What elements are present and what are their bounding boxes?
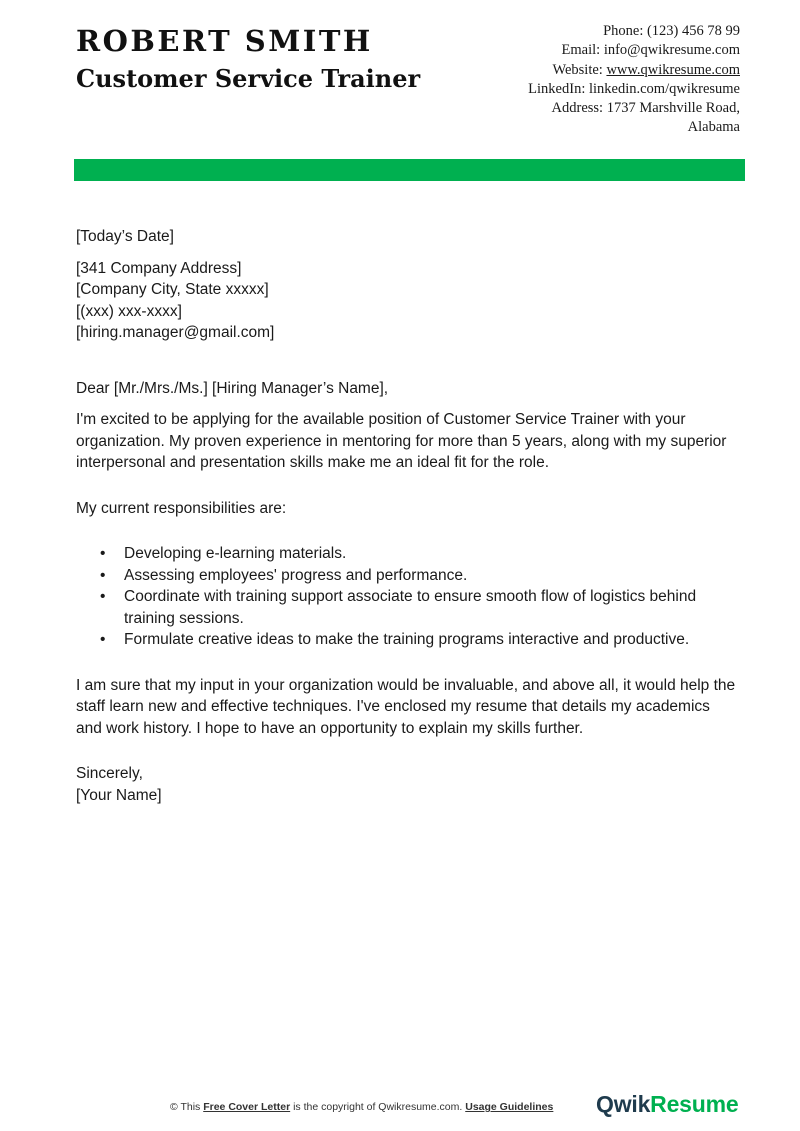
responsibilities-list [76, 543, 736, 651]
list-item: • Coordinate with training support associate to ensure smooth flow of logistics behind training sessions. [124, 586, 736, 629]
qwikresume-logo [596, 1091, 738, 1118]
list-item: • Developing e-learning materials. [124, 543, 736, 565]
letter-date: [Today’s Date] [76, 228, 174, 245]
copyright-prefix: © This [170, 1101, 204, 1113]
contact-email: Email: info@qwikresume.com [561, 42, 740, 59]
website-label: Website: [552, 61, 607, 78]
contact-linkedin: LinkedIn: linkedin.com/qwikresume [528, 80, 740, 97]
closing-paragraph: I am sure that my input in your organization would be invaluable, and above all, it would help the staff learn new and effective techniques. I've enclosed my resume that details my academics and work history. I hope to have an opportunity to explain my skills further. [76, 676, 736, 737]
contact-address-line2: Alabama [687, 119, 740, 136]
recipient-address: [341 Company Address] [76, 259, 242, 277]
applicant-name: ROBERT SMITH [76, 24, 373, 58]
logo-part-resume: Resume [650, 1091, 739, 1117]
contact-phone: Phone: (123) 456 78 99 [603, 23, 740, 39]
signoff: Sincerely, [76, 765, 143, 782]
letter-body [76, 226, 736, 806]
contact-website [528, 61, 740, 80]
intro-paragraph: I'm excited to be applying for the available position of Customer Service Trainer with your organization. My proven experience in mentoring for more than 5 years, along with my superior interpersonal and presentation skills make me an ideal fit for the role. [76, 411, 727, 471]
free-cover-letter-link[interactable]: Free Cover Letter [203, 1101, 291, 1113]
recipient-city-state: [Company City, State xxxxx] [76, 281, 269, 298]
responsibilities-intro: My current responsibilities are: [76, 499, 287, 517]
page-footer [0, 1091, 800, 1120]
contact-address-line1: Address: 1737 Marshville Road, [551, 100, 740, 117]
accent-divider-bar [74, 159, 745, 181]
website-link[interactable]: www.qwikresume.com [606, 61, 740, 78]
recipient-phone: [(xxx) xxx-xxxx] [76, 302, 182, 320]
contact-info [528, 22, 740, 138]
recipient-email: [hiring.manager@gmail.com] [76, 324, 275, 341]
copyright-middle: is the copyright of Qwikresume.com. [290, 1101, 466, 1113]
job-title: Customer Service Trainer [76, 64, 421, 93]
recipient-block [76, 258, 736, 344]
copyright-notice [170, 1101, 553, 1113]
logo-part-qwik: Qwik [596, 1091, 651, 1117]
usage-guidelines-link[interactable]: Usage Guidelines [465, 1101, 554, 1113]
list-item: • Assessing employees' progress and performance. [124, 565, 736, 587]
signature-name: [Your Name] [76, 786, 162, 804]
list-item: • Formulate creative ideas to make the training programs interactive and productive. [124, 629, 736, 651]
salutation: Dear [Mr./Mrs./Ms.] [Hiring Manager’s Name], [76, 379, 389, 397]
